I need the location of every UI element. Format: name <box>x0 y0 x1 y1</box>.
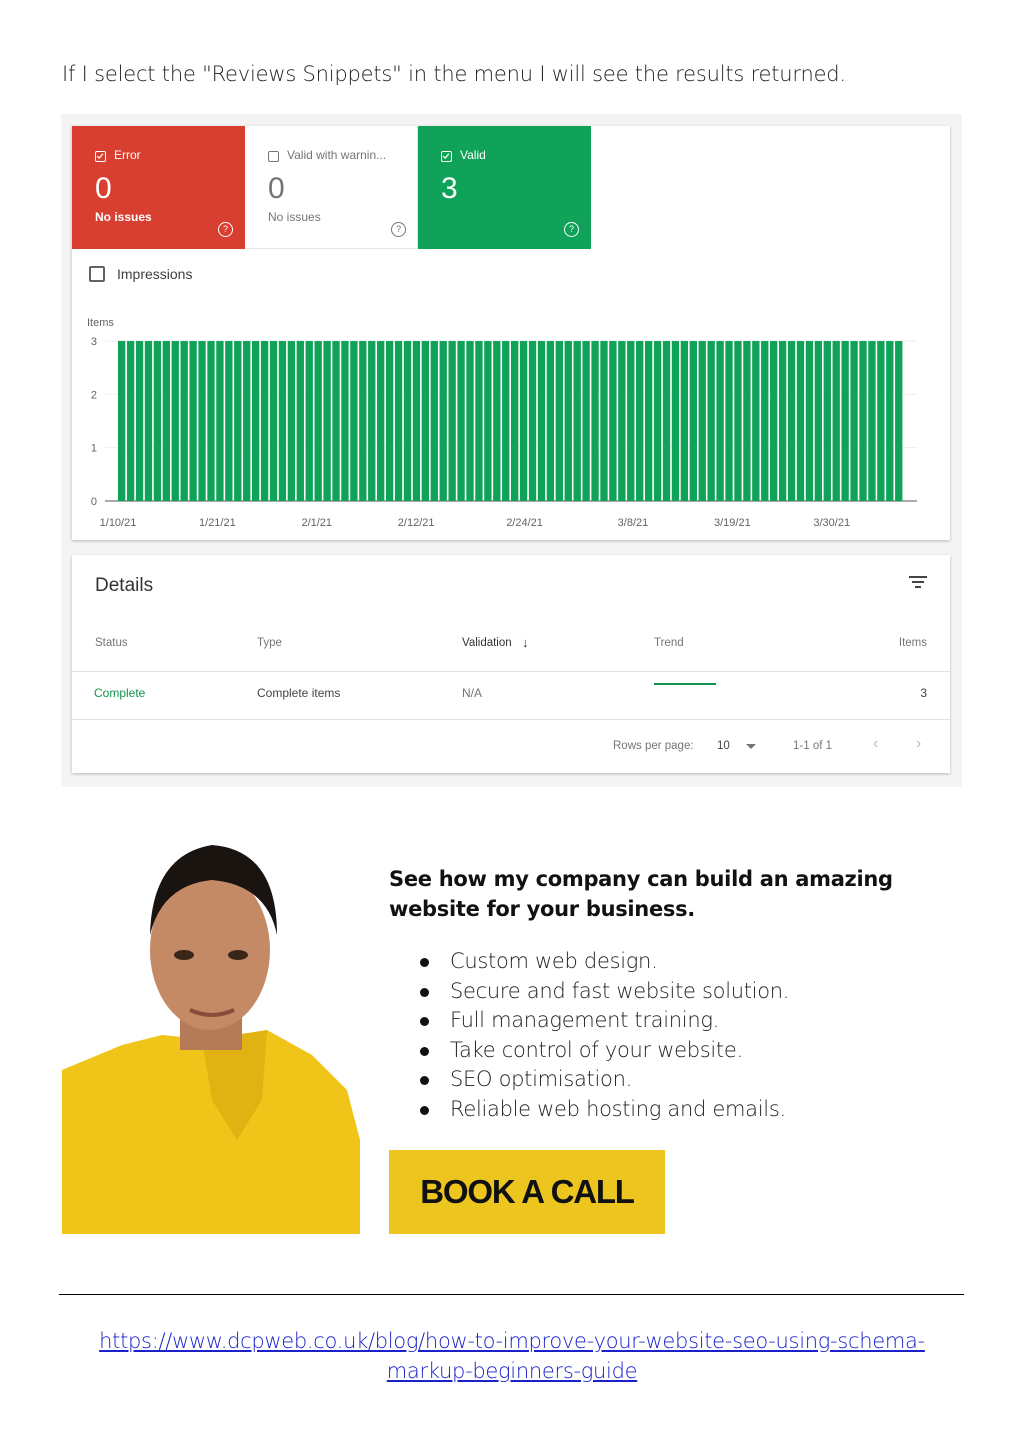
divider <box>72 671 950 672</box>
details-card <box>72 555 950 773</box>
x-tick-label: 3/19/21 <box>713 517 751 529</box>
bar <box>466 341 473 501</box>
y-axis-label: Items <box>87 317 114 329</box>
x-tick-label: 1/10/21 <box>99 517 137 529</box>
bar <box>484 341 491 501</box>
bar <box>868 341 875 501</box>
column-validation[interactable]: Validation <box>462 637 512 649</box>
dropdown-icon[interactable] <box>746 744 756 750</box>
error-tile[interactable] <box>72 126 245 249</box>
bar <box>636 341 643 501</box>
footer-link[interactable]: https://www.dcpweb.co.uk/blog/how-to-improve-your-website-seo-using-schema-markup-beginners-guide <box>99 1329 925 1383</box>
trend-sparkline <box>654 683 716 685</box>
valid-tile[interactable] <box>418 126 591 249</box>
bar <box>207 341 214 501</box>
bar <box>699 341 706 501</box>
bar <box>243 341 250 501</box>
bar <box>520 341 527 501</box>
bar <box>761 341 768 501</box>
bar <box>127 341 134 501</box>
rows-per-page-select[interactable]: 10 <box>717 740 730 752</box>
bar <box>163 341 170 501</box>
help-icon[interactable]: ? <box>218 222 233 237</box>
row-validation: N/A <box>462 686 483 700</box>
list-item: Custom web design. <box>419 947 789 977</box>
bar <box>547 341 554 501</box>
bar <box>877 341 884 501</box>
impressions-label: Impressions <box>117 266 193 282</box>
x-tick-label: 2/1/21 <box>301 517 333 529</box>
sort-arrow-icon[interactable]: ↓ <box>522 635 529 650</box>
bar <box>154 341 161 501</box>
x-tick-label: 3/30/21 <box>813 517 851 529</box>
details-title: Details <box>95 575 154 596</box>
list-item: SEO optimisation. <box>419 1065 789 1095</box>
bar <box>368 341 375 501</box>
error-sub: No issues <box>95 210 152 224</box>
bar <box>833 341 840 501</box>
column-trend[interactable]: Trend <box>654 637 684 649</box>
bar <box>752 341 759 501</box>
bar <box>279 341 286 501</box>
bar <box>413 341 420 501</box>
column-items[interactable]: Items <box>898 637 927 649</box>
bar <box>502 341 509 501</box>
bar <box>708 341 715 501</box>
bar <box>511 341 518 501</box>
row-items: 3 <box>920 686 927 700</box>
bar <box>895 341 902 501</box>
bar <box>824 341 831 501</box>
bar <box>618 341 625 501</box>
bar <box>422 341 429 501</box>
y-tick-label: 2 <box>90 389 97 402</box>
bar <box>725 341 732 501</box>
bar <box>815 341 822 501</box>
bar <box>350 341 357 501</box>
row-type: Complete items <box>257 686 341 700</box>
warning-count: 0 <box>268 172 285 205</box>
bar <box>859 341 866 501</box>
bar <box>645 341 652 501</box>
bar <box>475 341 482 501</box>
bar <box>609 341 616 501</box>
feature-list <box>419 947 789 1125</box>
bar <box>663 341 670 501</box>
bar <box>189 341 196 501</box>
bar <box>341 341 348 501</box>
bar <box>627 341 634 501</box>
row-status: Complete <box>94 686 146 700</box>
bar <box>681 341 688 501</box>
bar <box>431 341 438 501</box>
divider <box>59 1294 964 1295</box>
bar <box>788 341 795 501</box>
bar <box>743 341 750 501</box>
bar <box>332 341 339 501</box>
book-call-button[interactable]: BOOK A CALL <box>389 1150 665 1234</box>
bar <box>323 341 330 501</box>
bar <box>377 341 384 501</box>
help-icon[interactable]: ? <box>564 222 579 237</box>
bar <box>565 341 572 501</box>
intro-text: If I select the "Reviews Snippets" in the menu I will see the results returned. <box>62 62 846 86</box>
bar <box>556 341 563 501</box>
bar <box>770 341 777 501</box>
page-range: 1-1 of 1 <box>793 740 832 752</box>
bar <box>806 341 813 501</box>
bar <box>145 341 152 501</box>
y-tick-label: 0 <box>90 496 97 508</box>
warning-sub: No issues <box>268 210 321 224</box>
error-count: 0 <box>95 172 112 205</box>
error-checkbox[interactable] <box>95 151 106 162</box>
bar <box>850 341 857 501</box>
divider <box>72 719 950 720</box>
list-item: Reliable web hosting and emails. <box>419 1095 789 1125</box>
rows-per-page-label: Rows per page: <box>613 740 694 752</box>
bar <box>797 341 804 501</box>
bar <box>225 341 232 501</box>
warning-label: Valid with warnin... <box>287 148 387 162</box>
help-icon[interactable]: ? <box>391 222 406 237</box>
bar <box>261 341 268 501</box>
bar <box>136 341 143 501</box>
items-bar-chart <box>72 306 950 531</box>
bar <box>395 341 402 501</box>
bar <box>690 341 697 501</box>
warning-tile[interactable] <box>245 126 418 249</box>
x-tick-label: 2/24/21 <box>506 517 543 529</box>
valid-count: 3 <box>441 172 458 205</box>
bar <box>315 341 322 501</box>
bar <box>600 341 607 501</box>
valid-label: Valid <box>460 148 486 162</box>
promo-heading: See how my company can build an amazing website for your business. <box>389 867 893 921</box>
bar <box>448 341 455 501</box>
bar <box>538 341 545 501</box>
column-type[interactable]: Type <box>257 637 282 649</box>
impressions-checkbox[interactable] <box>89 266 105 282</box>
bar <box>216 341 223 501</box>
column-status[interactable]: Status <box>95 637 128 649</box>
bar <box>779 341 786 501</box>
bar <box>297 341 304 501</box>
next-page-icon[interactable]: › <box>916 735 922 752</box>
bar <box>234 341 241 501</box>
bar <box>457 341 464 501</box>
bar <box>198 341 205 501</box>
y-tick-label: 3 <box>90 336 97 348</box>
bar <box>288 341 295 501</box>
bar <box>172 341 179 501</box>
x-tick-label: 2/12/21 <box>397 517 435 529</box>
bar <box>582 341 589 501</box>
bar <box>181 341 188 501</box>
bar <box>654 341 661 501</box>
warning-checkbox[interactable] <box>268 151 279 162</box>
list-item: Take control of your website. <box>419 1036 789 1066</box>
valid-checkbox[interactable] <box>441 151 452 162</box>
bar <box>252 341 259 501</box>
list-item: Secure and fast website solution. <box>419 977 789 1007</box>
filter-icon[interactable] <box>908 574 928 590</box>
bar <box>886 341 893 501</box>
y-tick-label: 1 <box>90 442 97 455</box>
bar <box>118 341 125 501</box>
x-tick-label: 1/21/21 <box>199 517 236 529</box>
x-tick-label: 3/8/21 <box>617 517 649 529</box>
status-card <box>72 126 950 540</box>
bar <box>529 341 536 501</box>
bar <box>841 341 848 501</box>
bar <box>386 341 393 501</box>
bar <box>404 341 411 501</box>
bar <box>591 341 598 501</box>
bar <box>574 341 581 501</box>
bar <box>716 341 723 501</box>
bar <box>359 341 366 501</box>
bar <box>672 341 679 501</box>
bar <box>306 341 313 501</box>
bar <box>493 341 500 501</box>
person-photo <box>62 840 360 1234</box>
list-item: Full management training. <box>419 1006 789 1036</box>
bar <box>440 341 447 501</box>
error-label: Error <box>114 148 141 162</box>
bar <box>734 341 741 501</box>
bar <box>270 341 277 501</box>
prev-page-icon[interactable]: ‹ <box>873 735 879 752</box>
search-console-screenshot <box>61 114 962 787</box>
